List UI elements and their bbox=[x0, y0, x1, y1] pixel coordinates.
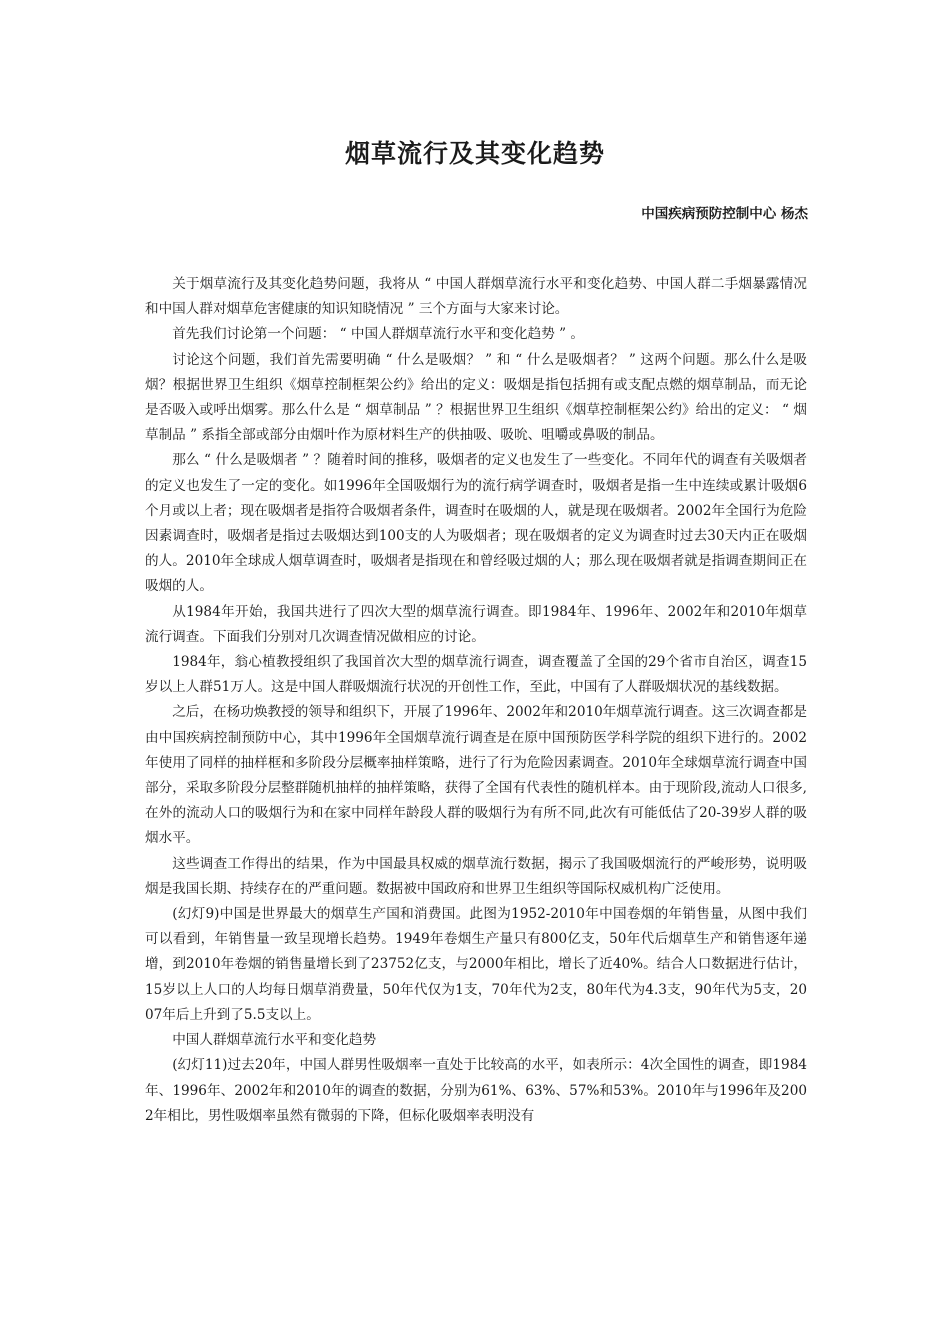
paragraph: 从1984年开始，我国共进行了四次大型的烟草流行调查。即1984年、1996年、2002年和2010年烟草流行调查。下面我们分别对几次调查情况做相应的讨论。 bbox=[145, 603, 807, 645]
paragraph: (幻灯11)过去20年，中国人群男性吸烟率一直处于比较高的水平，如表所示：4次全国性的调查，即1984年、1996年、2002年和2010年的调查的数据，分别为61%、63%、57%和53%。2010年与1996年及2002年相比，男性吸烟率虽然有微弱的下降，但标化吸烟率表明没有 bbox=[145, 1057, 807, 1124]
page-title: 烟草流行及其变化趋势 bbox=[344, 139, 605, 168]
section-heading: 中国人群烟草流行水平和变化趋势 bbox=[172, 1032, 377, 1049]
paragraph: 1984年，翁心植教授组织了我国首次大型的烟草流行调查，调查覆盖了全国的29个省市自治区，调查15岁以上人群51万人。这是中国人群吸烟流行状况的开创性工作，至此，中国有了人群吸烟状况的基线数据。 bbox=[145, 654, 807, 696]
paragraph: 这些调查工作得出的结果，作为中国最具权威的烟草流行数据，揭示了我国吸烟流行的严峻形势，说明吸烟是我国长期、持续存在的严重问题。数据被中国政府和世界卫生组织等国际权威机构广泛使用。 bbox=[145, 855, 807, 897]
paragraph: 讨论这个问题，我们首先需要明确 “ 什么是吸烟？ ” 和 “ 什么是吸烟者？ ” 这两个问题。那么什么是吸烟？根据世界卫生组织《烟草控制框架公约》给出的定义：吸烟是指包括拥有或支配点燃的烟草制品，而无论是否吸入或呼出烟雾。那么什么是 “ 烟草制品 ” ？根据世界卫生组织《烟草控制框架公约》给出的定义： “ 烟草制品 ” 系指全部或部分由烟叶作为原材料生产的供抽吸、吸吮、咀嚼或鼻吸的制品。 bbox=[145, 351, 807, 444]
author-line: 中国疾病预防控制中心 杨杰 bbox=[641, 206, 808, 222]
paragraph: (幻灯9)中国是世界最大的烟草生产国和消费国。此图为1952-2010年中国卷烟的年销售量，从图中我们可以看到，年销售量一致呈现增长趋势。1949年卷烟生产量只有800亿支，50年代后烟草生产和销售逐年递增，到2010年卷烟的销售量增长到了23752亿支，与2000年相比，增长了近40%。结合人口数据进行估计，15岁以上人口的人均每日烟草消费量，50年代仅为1支，70年代为2支，80年代为4.3支，90年代为5支，2007年后上升到了5.5支以上。 bbox=[145, 906, 807, 1023]
paragraph: 首先我们讨论第一个问题： “ 中国人群烟草流行水平和变化趋势 ” 。 bbox=[172, 326, 584, 343]
paragraph: 关于烟草流行及其变化趋势问题，我将从 “ 中国人群烟草流行水平和变化趋势、中国人群二手烟暴露情况和中国人群对烟草危害健康的知识知晓情况 ” 三个方面与大家来讨论。 bbox=[145, 276, 807, 318]
paragraph: 那么 “ 什么是吸烟者 ” ？随着时间的推移，吸烟者的定义也发生了一些变化。不同年代的调查有关吸烟者的定义也发生了一定的变化。如1996年全国吸烟行为的流行病学调查时，吸烟者是指一生中连续或累计吸烟6个月或以上者；现在吸烟者是指符合吸烟者条件，调查时在吸烟的人，就是现在吸烟者。2002年全国行为危险因素调查时，吸烟者是指过去吸烟达到100支的人为吸烟者；现在吸烟者的定义为调查时过去30天内正在吸烟的人。2010年全球成人烟草调查时，吸烟者是指现在和曾经吸过烟的人；那么现在吸烟者就是指调查期间正在吸烟的人。 bbox=[145, 452, 807, 595]
paragraph: 之后，在杨功焕教授的领导和组织下，开展了1996年、2002年和2010年烟草流行调查。这三次调查都是由中国疾病控制预防中心，其中1996年全国烟草流行调查是在原中国预防医学科学院的组织下进行的。2002年使用了同样的抽样框和多阶段分层概率抽样策略，进行了行为危险因素调查。2010年全球烟草流行调查中国部分，采取多阶段分层整群随机抽样的抽样策略，获得了全国有代表性的随机样本。由于现阶段,流动人口很多,在外的流动人口的吸烟行为和在家中同样年龄段人群的吸烟行为有所不同,此次有可能低估了20-39岁人群的吸烟水平。 bbox=[145, 704, 807, 847]
document-body bbox=[145, 272, 807, 1129]
